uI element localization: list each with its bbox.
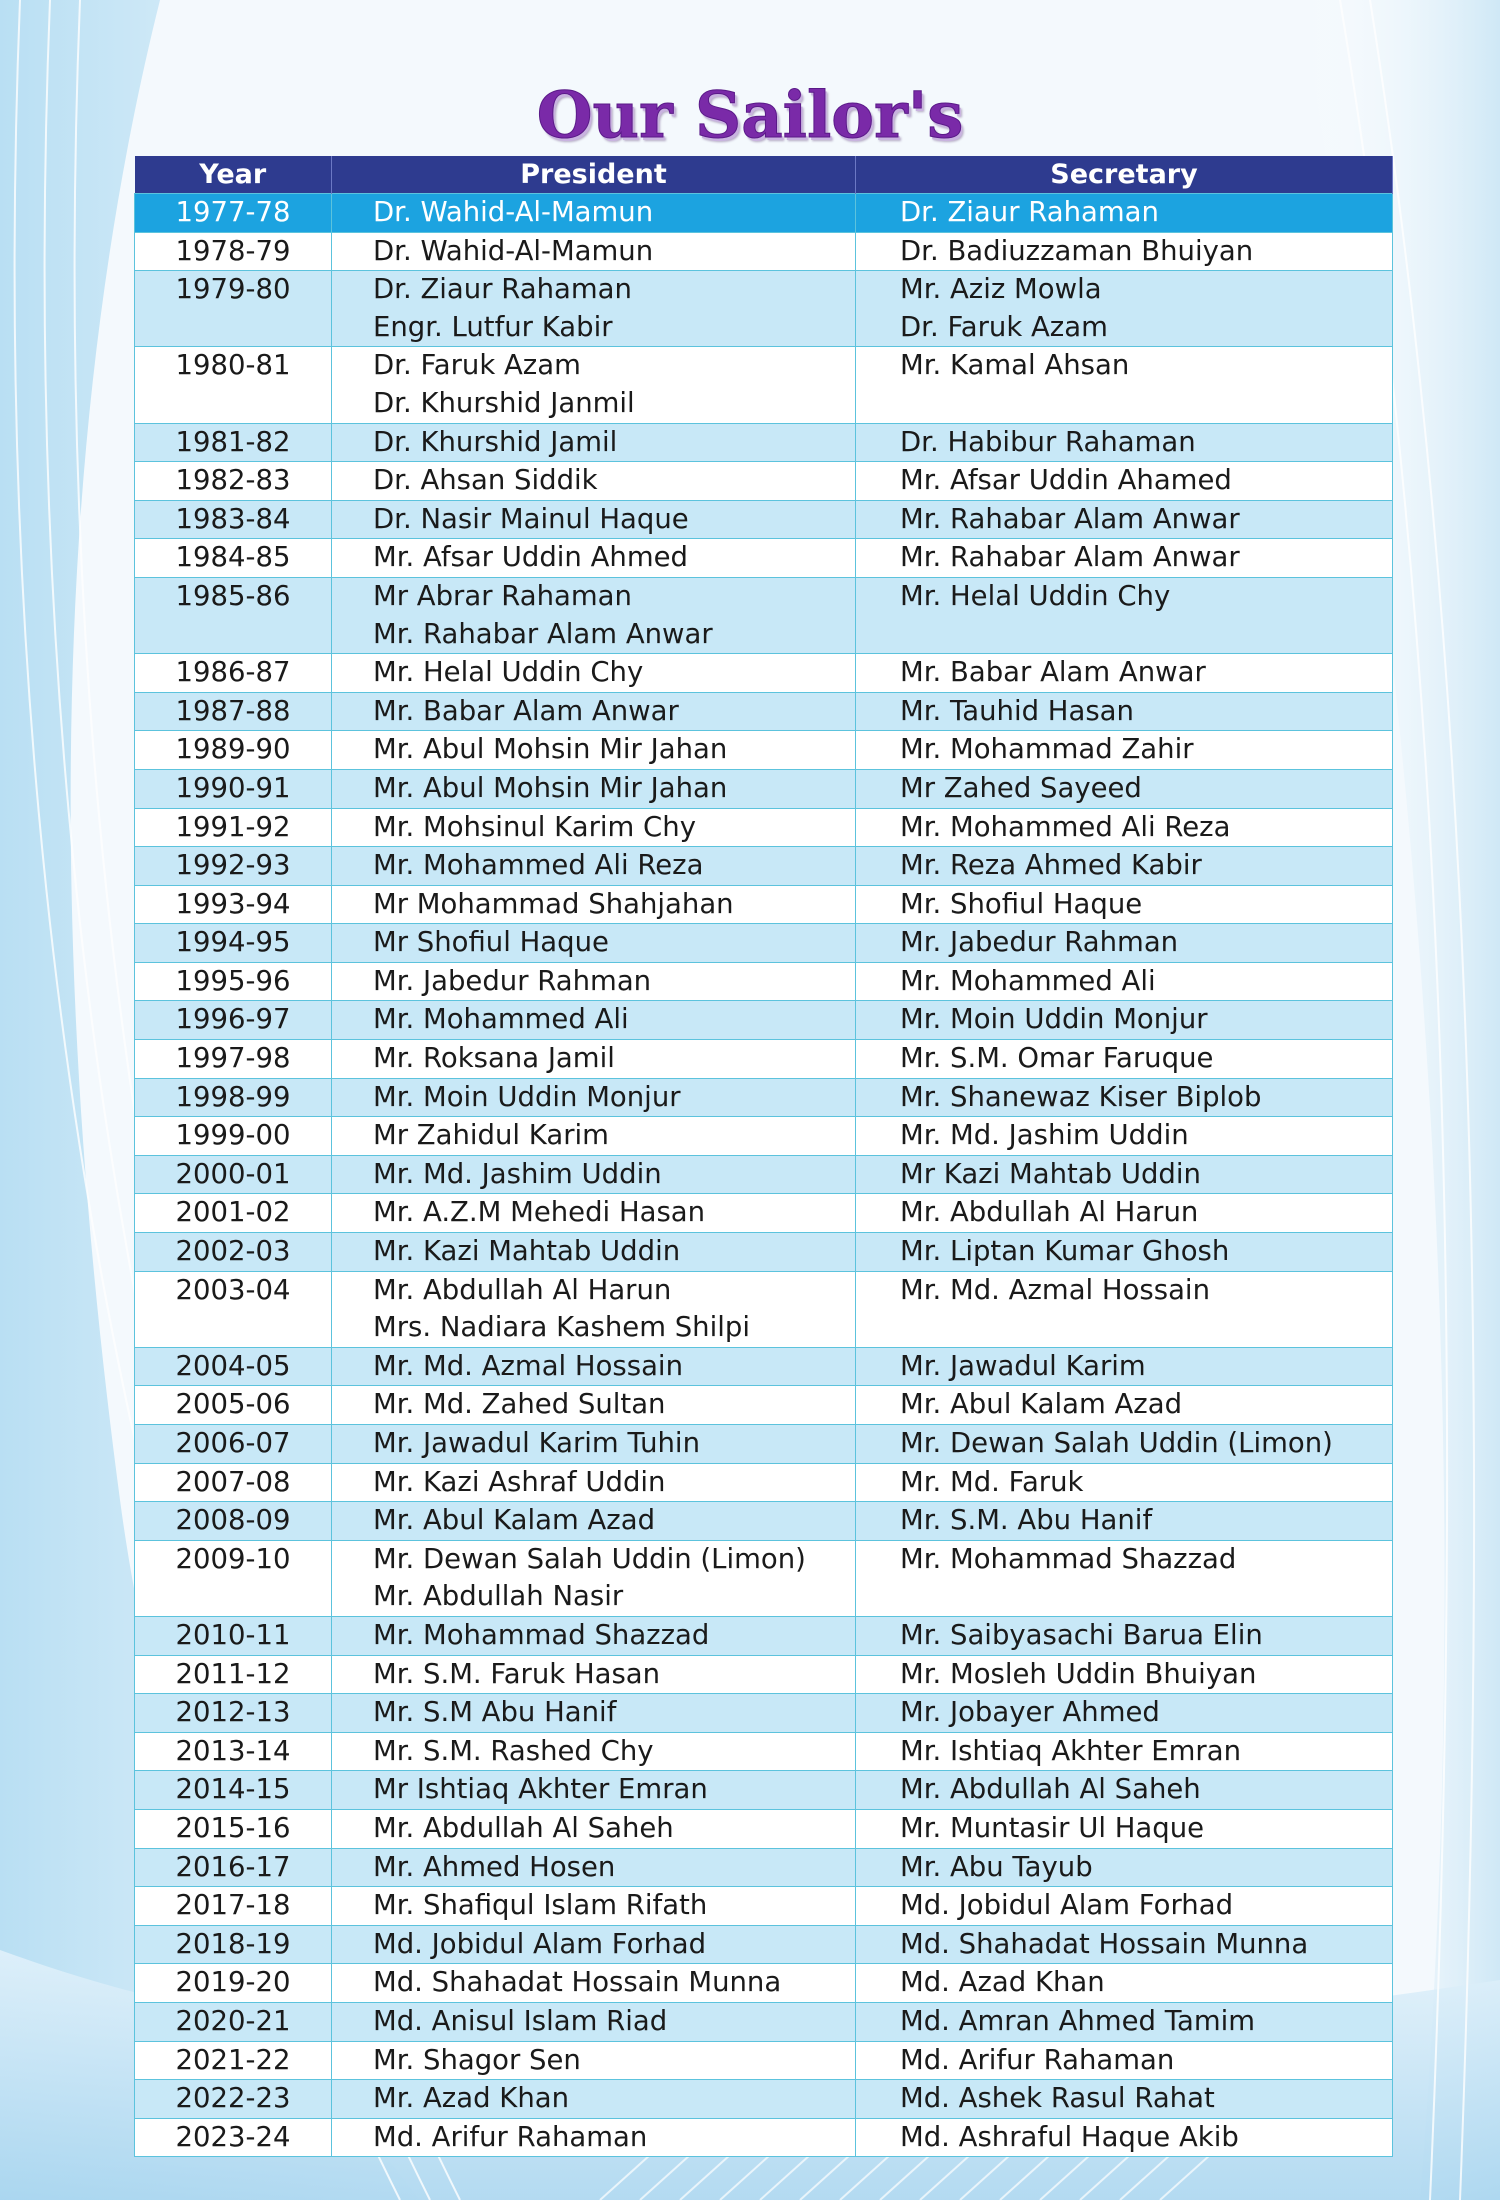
president-name: Dr. Nasir Mainul Haque: [373, 502, 689, 535]
year-cell: 1990-91: [135, 769, 332, 808]
year-cell: 2023-24: [135, 2118, 332, 2157]
president-cell: [332, 1386, 856, 1425]
president-name: Mr. S.M Abu Hanif: [373, 1696, 617, 1729]
secretary-cell: [856, 423, 1393, 462]
president-cell: [332, 2118, 856, 2157]
president-name: Mr. Mohammad Shazzad: [373, 1618, 710, 1651]
secretary-name: Mr. S.M. Omar Faruque: [900, 1042, 1214, 1075]
secretary-cell: [856, 2041, 1393, 2080]
president-name: Mr. Abul Mohsin Mir Jahan: [373, 733, 728, 766]
table-row: [135, 462, 1393, 501]
table-row: [135, 2118, 1393, 2157]
secretary-name: Mr. Jobayer Ahmed: [900, 1696, 1160, 1729]
table-row: [135, 1887, 1393, 1926]
president-name: Mr. S.M. Faruk Hasan: [373, 1657, 661, 1690]
president-name: Mr. Roksana Jamil: [373, 1042, 615, 1075]
year-cell: 2011-12: [135, 1655, 332, 1694]
president-name: Mr. Afsar Uddin Ahmed: [373, 541, 688, 574]
table-row: [135, 1463, 1393, 1502]
president-name: Mr. Mohammed Ali: [373, 1003, 629, 1036]
table-body: [135, 194, 1393, 2157]
year-cell: 2004-05: [135, 1347, 332, 1386]
secretary-name: Mr. Mohammed Ali Reza: [900, 810, 1231, 843]
table-row: [135, 2041, 1393, 2080]
year-cell: 2010-11: [135, 1616, 332, 1655]
officers-table: [134, 156, 1393, 2157]
president-name: Dr. Wahid-Al-Mamun: [373, 196, 654, 228]
secretary-name: Mr. Liptan Kumar Ghosh: [900, 1235, 1230, 1268]
table-row: [135, 1694, 1393, 1733]
president-cell: [332, 500, 856, 539]
president-cell: [332, 1040, 856, 1079]
table-row: [135, 1001, 1393, 1040]
president-cell: [332, 1732, 856, 1771]
secretary-name: Mr. Mohammed Ali: [900, 964, 1156, 997]
table-row: [135, 1616, 1393, 1655]
secretary-cell: [856, 1887, 1393, 1926]
secretary-cell: [856, 1964, 1393, 2003]
president-cell: [332, 654, 856, 693]
president-cell: [332, 232, 856, 271]
table-row: [135, 1540, 1393, 1616]
president-name: Mr. Kazi Ashraf Uddin: [373, 1465, 666, 1498]
secretary-name: Mr. Shanewaz Kiser Biplob: [900, 1080, 1262, 1113]
secretary-name: Md. Amran Ahmed Tamim: [900, 2004, 1256, 2037]
year-cell: 1997-98: [135, 1040, 332, 1079]
secretary-name: Mr. Abu Tayub: [900, 1850, 1093, 1883]
secretary-cell: [856, 1809, 1393, 1848]
secretary-cell: [856, 924, 1393, 963]
president-cell: [332, 1964, 856, 2003]
year-cell: 2017-18: [135, 1887, 332, 1926]
table-header-row: [135, 156, 1393, 194]
table-row: [135, 577, 1393, 653]
year-cell: 1983-84: [135, 500, 332, 539]
president-name: Md. Anisul Islam Riad: [373, 2004, 668, 2037]
president-cell: [332, 924, 856, 963]
table-row: [135, 347, 1393, 423]
secretary-name: Mr. Saibyasachi Barua Elin: [900, 1618, 1263, 1651]
president-name: Mr. Jawadul Karim Tuhin: [373, 1427, 700, 1459]
table-row: [135, 1155, 1393, 1194]
secretary-cell: [856, 769, 1393, 808]
secretary-name: Mr. Babar Alam Anwar: [900, 656, 1206, 689]
year-cell: 1987-88: [135, 692, 332, 731]
table-row: [135, 271, 1393, 347]
table-row: [135, 1040, 1393, 1079]
table-row: [135, 1233, 1393, 1272]
secretary-name: Mr. Mohammad Shazzad: [900, 1542, 1237, 1575]
secretary-cell: [856, 271, 1393, 347]
secretary-name: Mr. Helal Uddin Chy: [900, 579, 1171, 612]
secretary-cell: [856, 1078, 1393, 1117]
year-column-header: Year: [135, 156, 332, 194]
president-name: Mr. Ahmed Hosen: [373, 1850, 616, 1883]
page-title: Our Sailor's: [536, 78, 964, 153]
table-row: [135, 769, 1393, 808]
secretary-cell: [856, 232, 1393, 271]
secretary-name: Mr. Shofiul Haque: [900, 887, 1143, 920]
year-cell: 1985-86: [135, 577, 332, 653]
president-name: Mr. Babar Alam Anwar: [373, 694, 679, 727]
year-cell: 1989-90: [135, 731, 332, 770]
secretary-name: Mr. Abdullah Al Harun: [900, 1196, 1199, 1229]
president-cell: [332, 1194, 856, 1233]
year-cell: 1992-93: [135, 847, 332, 886]
year-cell: 1993-94: [135, 885, 332, 924]
secretary-cell: [856, 1540, 1393, 1616]
secretary-name: Mr. Abdullah Al Saheh: [900, 1773, 1201, 1806]
secretary-cell: [856, 1848, 1393, 1887]
president-name: Mr Mohammad Shahjahan: [373, 887, 734, 920]
president-cell: [332, 1425, 856, 1464]
table-row: [135, 2002, 1393, 2041]
secretary-name: Md. Jobidul Alam Forhad: [900, 1889, 1234, 1922]
president-cell: [332, 1463, 856, 1502]
president-cell: [332, 2041, 856, 2080]
secretary-cell: [856, 1425, 1393, 1464]
president-cell: [332, 1887, 856, 1926]
table-row: [135, 194, 1393, 233]
president-name: Mr. Kazi Mahtab Uddin: [373, 1235, 681, 1268]
president-cell: [332, 847, 856, 886]
table-row: [135, 692, 1393, 731]
table-row: [135, 1194, 1393, 1233]
president-name: Mrs. Nadiara Kashem Shilpi: [373, 1311, 750, 1344]
secretary-cell: [856, 462, 1393, 501]
president-name: Mr. Mohammed Ali Reza: [373, 849, 704, 882]
president-name: Dr. Wahid-Al-Mamun: [373, 234, 654, 267]
president-name: Mr. Abul Mohsin Mir Jahan: [373, 771, 728, 804]
secretary-cell: [856, 847, 1393, 886]
secretary-name: Dr. Badiuzzaman Bhuiyan: [900, 234, 1254, 267]
year-cell: 1982-83: [135, 462, 332, 501]
year-cell: 2003-04: [135, 1271, 332, 1347]
president-cell: [332, 1155, 856, 1194]
year-cell: 1998-99: [135, 1078, 332, 1117]
secretary-cell: [856, 1347, 1393, 1386]
president-name: Md. Shahadat Hossain Munna: [373, 1966, 782, 1999]
president-cell: [332, 1233, 856, 1272]
president-name: Dr. Ahsan Siddik: [373, 464, 598, 497]
table-row: [135, 1117, 1393, 1156]
secretary-cell: [856, 1655, 1393, 1694]
secretary-cell: [856, 1616, 1393, 1655]
year-cell: 2020-21: [135, 2002, 332, 2041]
year-cell: 2014-15: [135, 1771, 332, 1810]
president-cell: [332, 692, 856, 731]
secretary-cell: [856, 731, 1393, 770]
president-name: Mr. Jabedur Rahman: [373, 964, 652, 997]
secretary-name: Mr. Moin Uddin Monjur: [900, 1003, 1208, 1036]
president-cell: [332, 1616, 856, 1655]
year-cell: 2005-06: [135, 1386, 332, 1425]
president-name: Md. Jobidul Alam Forhad: [373, 1927, 707, 1960]
president-name: Mr Abrar Rahaman: [373, 579, 632, 612]
president-cell: [332, 769, 856, 808]
secretary-cell: [856, 692, 1393, 731]
year-cell: 2022-23: [135, 2080, 332, 2119]
year-cell: 2013-14: [135, 1732, 332, 1771]
year-cell: 2016-17: [135, 1848, 332, 1887]
president-cell: [332, 1347, 856, 1386]
table-row: [135, 423, 1393, 462]
year-cell: 1979-80: [135, 271, 332, 347]
president-name: Mr. Dewan Salah Uddin (Limon): [373, 1542, 806, 1575]
secretary-name: Md. Ashek Rasul Rahat: [900, 2082, 1215, 2115]
year-cell: 2019-20: [135, 1964, 332, 2003]
secretary-name: Mr Zahed Sayeed: [900, 771, 1142, 804]
year-cell: 1981-82: [135, 423, 332, 462]
secretary-name: Md. Azad Khan: [900, 1966, 1105, 1999]
secretary-cell: [856, 1732, 1393, 1771]
table-row: [135, 1502, 1393, 1541]
table-row: [135, 808, 1393, 847]
year-cell: 1991-92: [135, 808, 332, 847]
year-cell: 1999-00: [135, 1117, 332, 1156]
president-cell: [332, 1655, 856, 1694]
table-row: [135, 1425, 1393, 1464]
year-cell: 1986-87: [135, 654, 332, 693]
president-cell: [332, 962, 856, 1001]
table-row: [135, 1386, 1393, 1425]
year-cell: 1977-78: [135, 194, 332, 233]
president-name: Engr. Lutfur Kabir: [373, 310, 613, 343]
secretary-name: Mr. Jawadul Karim: [900, 1349, 1146, 1382]
president-name: Mr. Abul Kalam Azad: [373, 1504, 656, 1537]
year-cell: 1978-79: [135, 232, 332, 271]
president-cell: [332, 1848, 856, 1887]
year-cell: 2001-02: [135, 1194, 332, 1233]
secretary-cell: [856, 1386, 1393, 1425]
president-cell: [332, 2080, 856, 2119]
president-name: Mr Ishtiaq Akhter Emran: [373, 1773, 708, 1806]
table-row: [135, 232, 1393, 271]
secretary-name: Mr. Mohammad Zahir: [900, 733, 1194, 766]
year-cell: 2002-03: [135, 1233, 332, 1272]
president-name: Dr. Ziaur Rahaman: [373, 273, 632, 306]
table-row: [135, 539, 1393, 578]
secretary-name: Mr. Kamal Ahsan: [900, 349, 1130, 382]
secretary-name: Mr. Jabedur Rahman: [900, 926, 1179, 959]
president-name: Mr. Mohsinul Karim Chy: [373, 810, 696, 843]
president-cell: [332, 1001, 856, 1040]
secretary-cell: [856, 1502, 1393, 1541]
secretary-name: Mr. Aziz Mowla: [900, 273, 1102, 306]
table-row: [135, 654, 1393, 693]
secretary-cell: [856, 1271, 1393, 1347]
table-row: [135, 1271, 1393, 1347]
year-cell: 2000-01: [135, 1155, 332, 1194]
year-cell: 2008-09: [135, 1502, 332, 1541]
table-row: [135, 1347, 1393, 1386]
secretary-cell: [856, 194, 1393, 233]
president-cell: [332, 194, 856, 233]
president-name: Md. Arifur Rahaman: [373, 2120, 648, 2153]
president-cell: [332, 462, 856, 501]
secretary-name: Mr. Muntasir Ul Haque: [900, 1811, 1205, 1844]
president-name: Mr. Azad Khan: [373, 2082, 570, 2115]
secretary-cell: [856, 2002, 1393, 2041]
year-cell: 1984-85: [135, 539, 332, 578]
president-name: Mr Zahidul Karim: [373, 1119, 609, 1152]
secretary-column-header: Secretary: [856, 156, 1393, 194]
secretary-cell: [856, 2118, 1393, 2157]
secretary-name: Md. Arifur Rahaman: [900, 2043, 1175, 2076]
table-row: [135, 1732, 1393, 1771]
president-cell: [332, 1809, 856, 1848]
secretary-name: Mr. Tauhid Hasan: [900, 694, 1134, 727]
president-name: Dr. Faruk Azam: [373, 349, 581, 382]
table-row: [135, 500, 1393, 539]
president-cell: [332, 271, 856, 347]
year-cell: 2007-08: [135, 1463, 332, 1502]
secretary-cell: [856, 1155, 1393, 1194]
president-cell: [332, 1271, 856, 1347]
year-cell: 1994-95: [135, 924, 332, 963]
secretary-cell: [856, 885, 1393, 924]
president-cell: [332, 1925, 856, 1964]
secretary-cell: [856, 1771, 1393, 1810]
table-row: [135, 1925, 1393, 1964]
secretary-name: Mr. Dewan Salah Uddin (Limon): [900, 1427, 1333, 1459]
secretary-name: Mr. Rahabar Alam Anwar: [900, 541, 1240, 574]
table-row: [135, 962, 1393, 1001]
secretary-name: Mr. Mosleh Uddin Bhuiyan: [900, 1657, 1257, 1690]
year-cell: 2015-16: [135, 1809, 332, 1848]
president-name: Mr. Abdullah Al Saheh: [373, 1811, 674, 1844]
secretary-cell: [856, 347, 1393, 423]
secretary-cell: [856, 1233, 1393, 1272]
president-name: Mr. Helal Uddin Chy: [373, 656, 644, 689]
year-cell: 2009-10: [135, 1540, 332, 1616]
table-row: [135, 1771, 1393, 1810]
secretary-cell: [856, 1001, 1393, 1040]
president-cell: [332, 1540, 856, 1616]
table-row: [135, 2080, 1393, 2119]
table-row: [135, 847, 1393, 886]
table-row: [135, 1848, 1393, 1887]
secretary-name: Dr. Habibur Rahaman: [900, 425, 1196, 458]
secretary-cell: [856, 962, 1393, 1001]
president-cell: [332, 347, 856, 423]
table-row: [135, 1655, 1393, 1694]
president-cell: [332, 1502, 856, 1541]
president-column-header: President: [332, 156, 856, 194]
president-name: Mr. Md. Zahed Sultan: [373, 1388, 666, 1421]
president-cell: [332, 885, 856, 924]
president-name: Mr Shofiul Haque: [373, 926, 609, 959]
secretary-name: Dr. Faruk Azam: [900, 310, 1108, 343]
secretary-cell: [856, 1040, 1393, 1079]
table-row: [135, 924, 1393, 963]
secretary-name: Dr. Ziaur Rahaman: [900, 196, 1159, 228]
secretary-cell: [856, 1694, 1393, 1733]
secretary-name: Mr Kazi Mahtab Uddin: [900, 1157, 1201, 1190]
year-cell: 1980-81: [135, 347, 332, 423]
secretary-cell: [856, 577, 1393, 653]
president-name: Dr. Khurshid Jamil: [373, 425, 618, 458]
secretary-name: Mr. Ishtiaq Akhter Emran: [900, 1734, 1241, 1767]
president-cell: [332, 731, 856, 770]
table-row: [135, 1078, 1393, 1117]
president-name: Dr. Khurshid Janmil: [373, 386, 635, 419]
president-name: Mr. Moin Uddin Monjur: [373, 1080, 681, 1113]
president-cell: [332, 1771, 856, 1810]
secretary-name: Mr. Reza Ahmed Kabir: [900, 849, 1202, 882]
president-cell: [332, 1694, 856, 1733]
secretary-cell: [856, 1463, 1393, 1502]
president-name: Mr. Rahabar Alam Anwar: [373, 617, 713, 650]
secretary-cell: [856, 808, 1393, 847]
president-cell: [332, 1117, 856, 1156]
president-name: Mr. S.M. Rashed Chy: [373, 1734, 654, 1767]
secretary-cell: [856, 500, 1393, 539]
table-row: [135, 731, 1393, 770]
president-name: Mr. Shafiqul Islam Rifath: [373, 1889, 708, 1922]
table-row: [135, 1964, 1393, 2003]
president-name: Mr. Abdullah Nasir: [373, 1580, 624, 1613]
year-cell: 2012-13: [135, 1694, 332, 1733]
secretary-name: Mr. Md. Jashim Uddin: [900, 1119, 1189, 1152]
secretary-name: Mr. S.M. Abu Hanif: [900, 1504, 1153, 1537]
secretary-name: Md. Shahadat Hossain Munna: [900, 1927, 1309, 1960]
president-cell: [332, 2002, 856, 2041]
year-cell: 1995-96: [135, 962, 332, 1001]
president-cell: [332, 539, 856, 578]
secretary-name: Mr. Rahabar Alam Anwar: [900, 502, 1240, 535]
secretary-cell: [856, 1194, 1393, 1233]
president-name: Mr. Shagor Sen: [373, 2043, 581, 2076]
president-name: Mr. Abdullah Al Harun: [373, 1273, 672, 1306]
president-cell: [332, 423, 856, 462]
year-cell: 2021-22: [135, 2041, 332, 2080]
secretary-name: Md. Ashraful Haque Akib: [900, 2120, 1239, 2153]
president-name: Mr. A.Z.M Mehedi Hasan: [373, 1196, 706, 1229]
year-cell: 1996-97: [135, 1001, 332, 1040]
table-row: [135, 1809, 1393, 1848]
president-cell: [332, 577, 856, 653]
secretary-name: Mr. Md. Faruk: [900, 1465, 1084, 1498]
table-row: [135, 885, 1393, 924]
president-cell: [332, 808, 856, 847]
secretary-name: Mr. Abul Kalam Azad: [900, 1388, 1183, 1421]
secretary-name: Mr. Afsar Uddin Ahamed: [900, 464, 1232, 497]
year-cell: 2018-19: [135, 1925, 332, 1964]
secretary-cell: [856, 2080, 1393, 2119]
president-cell: [332, 1078, 856, 1117]
secretary-cell: [856, 654, 1393, 693]
president-name: Mr. Md. Azmal Hossain: [373, 1349, 684, 1382]
secretary-cell: [856, 1117, 1393, 1156]
secretary-cell: [856, 539, 1393, 578]
president-name: Mr. Md. Jashim Uddin: [373, 1157, 662, 1190]
secretary-name: Mr. Md. Azmal Hossain: [900, 1273, 1211, 1306]
year-cell: 2006-07: [135, 1425, 332, 1464]
secretary-cell: [856, 1925, 1393, 1964]
